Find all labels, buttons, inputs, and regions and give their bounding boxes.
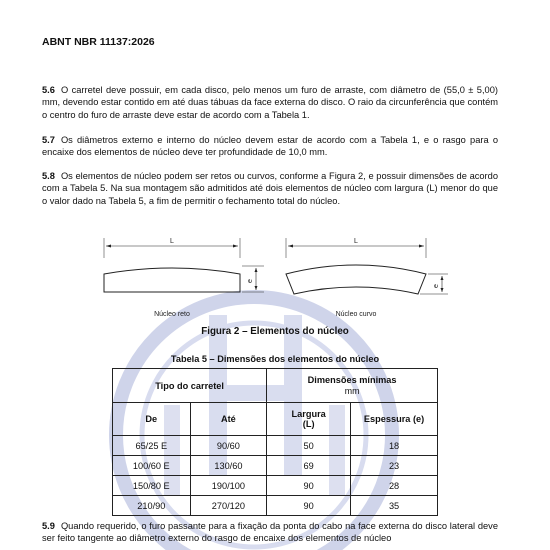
header-espessura-label: Espessura (e) — [363, 414, 425, 424]
header-largura — [267, 403, 351, 436]
straight-thickness-label: e — [247, 279, 254, 283]
paragraph-number: 5.9 — [42, 521, 55, 531]
table-row — [113, 496, 438, 516]
cell-largura: 90 — [267, 476, 351, 496]
curved-core-label: Núcleo curvo — [335, 311, 377, 318]
paragraph-number: 5.6 — [42, 85, 55, 95]
figure-caption: Figura 2 – Elementos do núcleo — [201, 326, 349, 337]
table-row — [113, 436, 438, 456]
paragraph-text: Os elementos de núcleo podem ser retos ou curvos, conforme a Figura 2, e possuir dimensões de acordo com a Tabela 5. Na sua montagem são admitidos até dois elementos de núcleo com largura (L) menor do que o valor dado na Tabela 5, a fim de permitir o fechamento total do núcleo. — [42, 171, 498, 206]
cell-largura: 50 — [267, 436, 351, 456]
cell-ate: 130/60 — [190, 456, 267, 476]
paragraph-5-9 — [42, 520, 498, 545]
header-unit: mm — [344, 386, 360, 396]
paragraph-text: Quando requerido, o furo passante para a fixação da ponta do cabo na face externa do disco lateral deve ser feito tangente ao diâmetro externo do rasgo de encaixe dos elementos de núcleo — [42, 521, 498, 544]
cell-de: 210/90 — [113, 496, 191, 516]
table-row — [113, 476, 438, 496]
core-dimensions-table — [112, 368, 438, 516]
figure-2-core-elements — [90, 234, 460, 324]
paragraph-text: O carretel deve possuir, em cada disco, pelo menos um furo de arraste, com diâmetro de (55,0 ± 5,00) mm, devendo estar contido em até duas tábuas da face externa do disco. O raio da circunferência que contém o centro do furo de arraste deve estar de acordo com a Tabela 1. — [42, 85, 498, 120]
straight-core-label: Núcleo reto — [154, 311, 190, 318]
cell-espessura: 23 — [351, 456, 438, 476]
cell-de: 100/60 E — [113, 456, 191, 476]
cell-espessura: 35 — [351, 496, 438, 516]
paragraph-number: 5.7 — [42, 135, 55, 145]
straight-width-label: L — [170, 238, 174, 245]
curved-width-label: L — [354, 238, 358, 245]
cell-largura: 90 — [267, 496, 351, 516]
header-de: De — [113, 403, 191, 436]
curved-core-drawing — [286, 238, 448, 294]
cell-espessura: 18 — [351, 436, 438, 456]
cell-ate: 90/60 — [190, 436, 267, 456]
cell-de: 65/25 E — [113, 436, 191, 456]
straight-core-drawing — [104, 238, 264, 292]
standard-header: ABNT NBR 11137:2026 — [42, 36, 155, 48]
header-min-dimensions-label: Dimensões mínimas — [307, 375, 397, 385]
curved-thickness-label: e — [433, 284, 440, 288]
paragraph-5-6 — [42, 84, 498, 121]
paragraph-text: Os diâmetros externo e interno do núcleo devem estar de acordo com a Tabela 1, e o rasgo para o encaixe dos elementos de núcleo deve ter profundidade de 10,0 mm. — [42, 135, 498, 158]
table-subheader-row — [113, 403, 438, 436]
header-espessura — [351, 403, 438, 436]
cell-ate: 190/100 — [190, 476, 267, 496]
table-caption: Tabela 5 – Dimensões dos elementos do núcleo — [170, 354, 380, 364]
header-ate: Até — [190, 403, 267, 436]
paragraph-5-7 — [42, 134, 498, 159]
table-row — [113, 456, 438, 476]
cell-ate: 270/120 — [190, 496, 267, 516]
header-largura-label: Largura (L) — [291, 409, 326, 429]
header-min-dimensions — [267, 369, 438, 403]
cell-de: 150/80 E — [113, 476, 191, 496]
paragraph-5-8 — [42, 170, 498, 207]
header-reel-type: Tipo do carretel — [113, 369, 267, 403]
table-header-row — [113, 369, 438, 403]
cell-largura: 69 — [267, 456, 351, 476]
paragraph-number: 5.8 — [42, 171, 55, 181]
cell-espessura: 28 — [351, 476, 438, 496]
